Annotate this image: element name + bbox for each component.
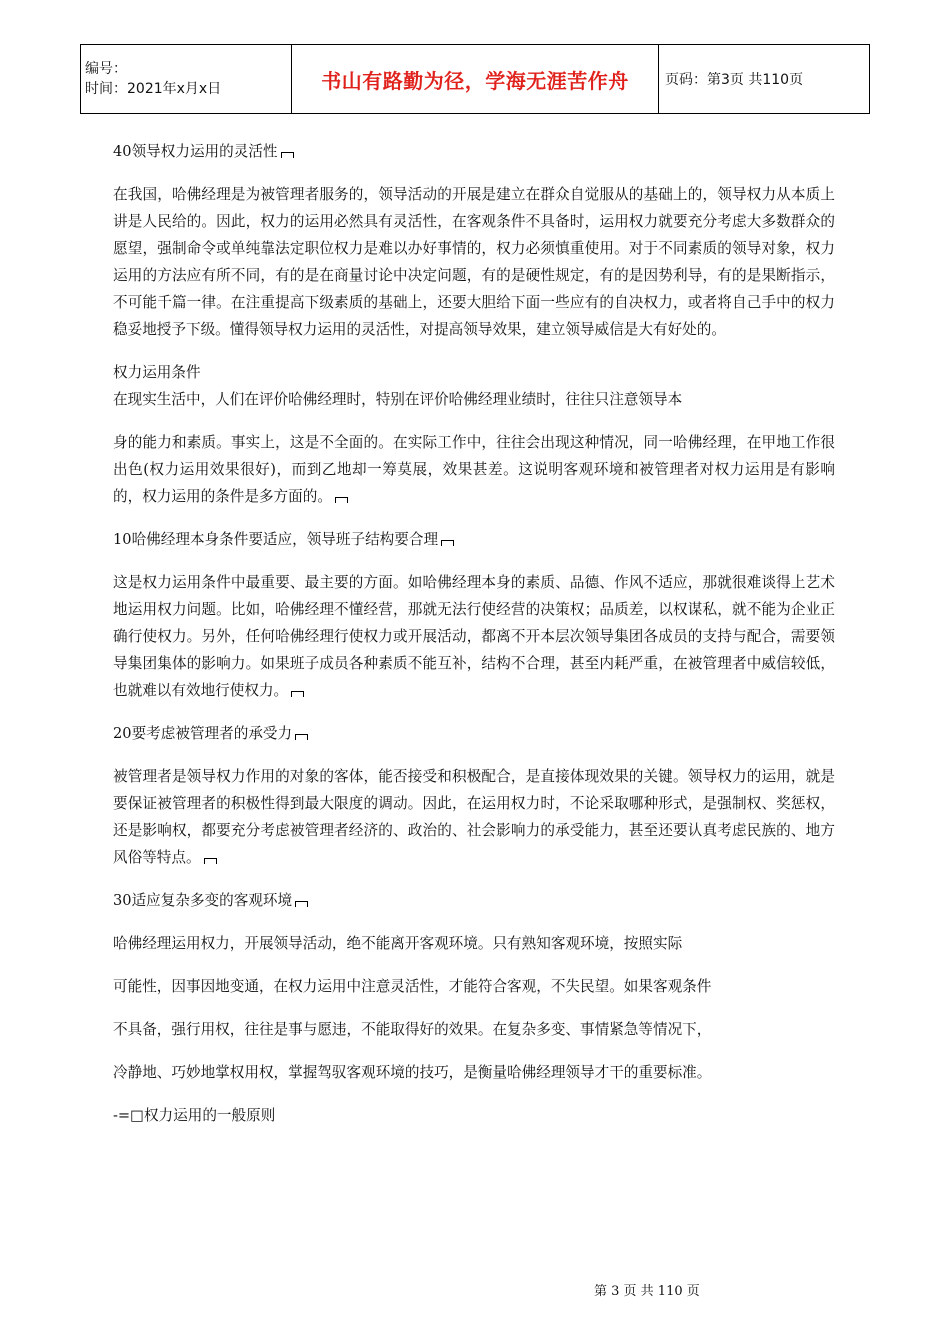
bracket-mark-icon [441,540,454,546]
paragraph: 身的能力和素质。事实上，这是不全面的。在实际工作中，往往会出现这种情况，同一哈佛经理，在甲地工作很出色(权力运用效果很好)，而到乙地却一筹莫展，效果甚差。这说明客观环境和被管理者对权力运用是有影响的，权力运用的条件是多方面的。 [113,434,835,505]
section-heading: -=□权力运用的一般原则 [113,1107,276,1124]
bracket-mark-icon [335,497,348,503]
header-page-label: 页码：第3页 共110页 [659,45,870,114]
paragraph: 不具备，强行用权，往往是事与愿违，不能取得好的效果。在复杂多变、事情紧急等情况下， [113,1021,712,1038]
document-time-label: 时间：2021年x月x日 [85,81,222,97]
bracket-mark-icon [295,734,308,740]
document-body [113,138,835,1129]
section-heading: 权力运用条件 [113,364,201,381]
paragraph: 在现实生活中，人们在评价哈佛经理时，特别在评价哈佛经理业绩时，往往只注意领导本 [113,391,683,408]
paragraph: 冷静地、巧妙地掌权用权，掌握驾驭客观环境的技巧，是衡量哈佛经理领导才干的重要标准。 [113,1064,712,1081]
header-motto: 书山有路勤为径，学海无涯苦作舟 [292,45,659,114]
paragraph: 可能性，因事因地变通，在权力运用中注意灵活性，才能符合客观，不失民望。如果客观条件 [113,978,712,995]
header-meta [81,45,292,114]
section-heading: 10哈佛经理本身条件要适应，领导班子结构要合理 [113,526,835,553]
paragraph: 在我国，哈佛经理是为被管理者服务的，领导活动的开展是建立在群众自觉服从的基础上的，领导权力从本质上讲是人民给的。因此，权力的运用必然具有灵活性，在客观条件不具备时，运用权力就要充分考虑大多数群众的愿望，强制命令或单纯靠法定职位权力是难以办好事情的，权力必须慎重使用。对于不同素质的领导对象，权力运用的方法应有所不同，有的是在商量讨论中决定问题，有的是硬性规定，有的是因势利导，有的是果断指示，不可能千篇一律。在注重提高下级素质的基础上，还要大胆给下面一些应有的自决权力，或者将自己手中的权力稳妥地授予下级。懂得领导权力运用的灵活性，对提高领导效果，建立领导威信是大有好处的。 [113,186,835,338]
bracket-mark-icon [281,152,294,158]
footer-page-number: 第 3 页 共 110 页 [594,1284,700,1299]
bracket-mark-icon [291,691,304,697]
paragraph: 哈佛经理运用权力，开展领导活动，绝不能离开客观环境。只有熟知客观环境，按照实际 [113,935,683,952]
section-heading: 20要考虑被管理者的承受力 [113,720,835,747]
section-heading: 40领导权力运用的灵活性 [113,138,835,165]
page-header [80,44,870,114]
paragraph: 这是权力运用条件中最重要、最主要的方面。如哈佛经理本身的素质、品德、作风不适应，那就很难谈得上艺术地运用权力问题。比如，哈佛经理不懂经营，那就无法行使经营的决策权；品质差，以权谋私，就不能为企业正确行使权力。另外，任何哈佛经理行使权力或开展活动，都离不开本层次领导集团各成员的支持与配合，需要领导集团集体的影响力。如果班子成员各种素质不能互补，结构不合理，甚至内耗严重，在被管理者中威信较低，也就难以有效地行使权力。 [113,574,835,699]
section-heading: 30适应复杂多变的客观环境 [113,887,835,914]
document-number-label: 编号： [85,61,127,77]
bracket-mark-icon [204,858,217,864]
bracket-mark-icon [295,901,308,907]
paragraph: 被管理者是领导权力作用的对象的客体，能否接受和积极配合，是直接体现效果的关键。领导权力的运用，就是要保证被管理者的积极性得到最大限度的调动。因此，在运用权力时，不论采取哪种形式，是强制权、奖惩权，还是影响权，都要充分考虑被管理者经济的、政治的、社会影响力的承受能力，甚至还要认真考虑民族的、地方风俗等特点。 [113,768,835,866]
